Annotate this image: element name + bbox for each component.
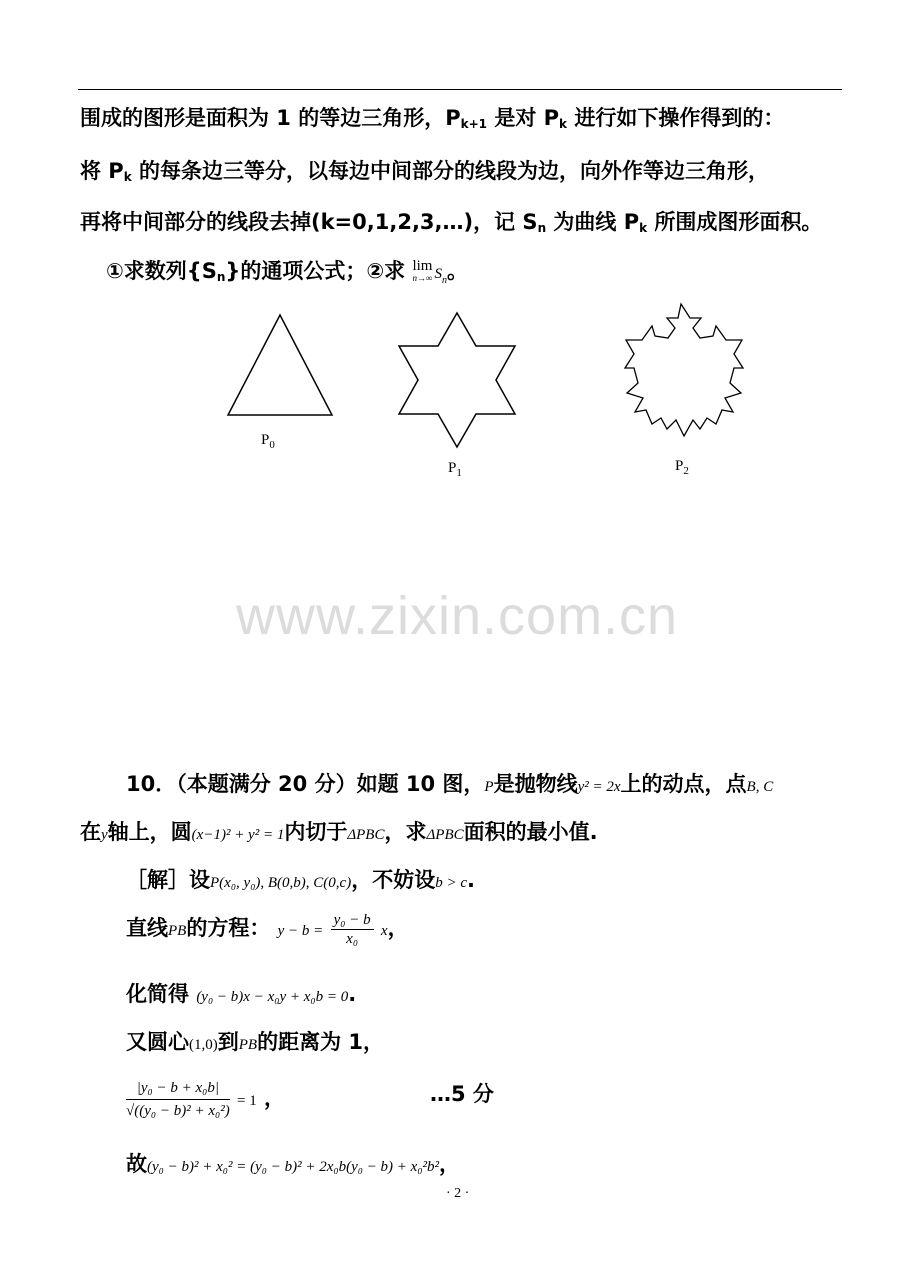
- label-p0: [261, 432, 275, 451]
- math: ΔPBC: [426, 827, 464, 843]
- text: 10．（本题满分 20 分）如题 10 图，: [126, 772, 485, 796]
- math: (y₀ − b)x − x₀y + x₀b = 0: [196, 989, 349, 1005]
- solution-line6: [126, 1150, 460, 1181]
- subscript: k: [559, 117, 568, 131]
- text: 到: [217, 1030, 239, 1054]
- subscript: 2: [683, 465, 689, 477]
- text: 。: [446, 259, 468, 283]
- denominator: x₀: [346, 930, 359, 947]
- fraction: [331, 911, 374, 948]
- denominator: √((y₀ − b)² + x₀²): [126, 1102, 230, 1119]
- math: b > c: [435, 875, 467, 891]
- math: P(x₀, y₀), B(0,b), C(0,c): [210, 875, 352, 891]
- text: 再将中间部分的线段去掉(k=0,1,2,3,…)，记 S: [80, 210, 538, 234]
- text: ①求数列{S: [106, 259, 217, 283]
- math: y² = 2x: [577, 779, 621, 795]
- distance-fraction: [126, 1077, 230, 1122]
- math: = 1: [237, 1093, 257, 1109]
- numerator: |y₀ − b + x₀b|: [126, 1077, 230, 1100]
- text: 的每条边三等分，以每边中间部分的线段为边，向外作等边三角形，: [131, 159, 769, 183]
- math: (x−1)² + y² = 1: [191, 827, 285, 843]
- solution-line3: [126, 980, 356, 1011]
- label-p1: [448, 460, 462, 479]
- problem10-title: [126, 770, 773, 801]
- text: }的通项公式；②求: [225, 259, 406, 283]
- snowflake-p2: [625, 304, 743, 436]
- text: 的距离为 1，: [257, 1030, 385, 1054]
- subscript: k: [123, 170, 132, 184]
- math: PB: [168, 923, 187, 939]
- problem10-line2: [80, 818, 598, 849]
- math: ΔPBC: [347, 827, 385, 843]
- text: 又圆心: [126, 1030, 189, 1054]
- text: 直线: [126, 916, 168, 940]
- subscript: 1: [456, 467, 462, 479]
- solution-line2: [126, 908, 409, 951]
- text: ［解］设: [126, 868, 210, 892]
- text: P: [675, 458, 684, 474]
- text: ，: [387, 916, 409, 940]
- text: ，求: [384, 820, 427, 844]
- text: 的方程：: [186, 916, 271, 940]
- label-p2: [675, 458, 689, 477]
- subscript: n: [537, 221, 547, 235]
- text: 为曲线 P: [546, 210, 640, 234]
- lim-sub: n→∞: [412, 273, 433, 283]
- text: 面积的最小值.: [463, 820, 598, 844]
- math: B, C: [746, 779, 774, 795]
- page-number: · 2 ·: [446, 1186, 470, 1201]
- text: 上的动点，点: [620, 772, 747, 796]
- text: ，不妨设: [351, 868, 436, 892]
- subscript: 0: [269, 439, 275, 451]
- text: 将 P: [80, 159, 124, 183]
- text: .: [348, 982, 357, 1006]
- subscript: k: [639, 221, 648, 235]
- math: PB: [238, 1037, 258, 1053]
- math: x: [380, 923, 388, 939]
- text: 化简得: [126, 982, 189, 1006]
- text: 是对 P: [487, 106, 560, 130]
- solution-line4: [126, 1028, 384, 1059]
- text: 内切于: [284, 820, 348, 844]
- solution-line5: [126, 1068, 285, 1131]
- subscript: n: [216, 270, 226, 284]
- math: P: [484, 779, 494, 795]
- text: 围成的图形是面积为 1 的等边三角形，P: [80, 106, 461, 130]
- text: 是抛物线: [493, 772, 578, 796]
- s-symbol: S: [434, 266, 442, 282]
- text: 进行如下操作得到的：: [567, 106, 785, 130]
- text: ，: [439, 1152, 461, 1176]
- text: 轴上，圆: [107, 820, 192, 844]
- subscript: n: [441, 275, 447, 287]
- star-p1: [399, 313, 515, 447]
- triangle-p0: [228, 315, 332, 415]
- lim-text: lim: [412, 258, 433, 274]
- math: (y₀ − b)² + x₀² = (y₀ − b)² + 2x₀b(y₀ − b) + x₀²b²: [147, 1159, 440, 1175]
- text: P: [261, 432, 270, 448]
- watermark: www.zixin.com.cn: [236, 586, 679, 646]
- text: 所围成图形面积。: [647, 210, 823, 234]
- numerator: y₀ − b: [331, 911, 374, 930]
- text: ，: [264, 1086, 286, 1110]
- solution-line1: [126, 866, 475, 897]
- score-5: …5 分: [430, 1082, 494, 1106]
- math: (1,0): [189, 1037, 218, 1053]
- subscript: k+1: [460, 117, 488, 131]
- text: 在: [80, 820, 101, 844]
- math: y: [101, 827, 108, 843]
- text: P: [448, 460, 457, 476]
- math: y − b =: [277, 923, 324, 939]
- text: 故: [126, 1152, 147, 1176]
- text: .: [467, 868, 475, 892]
